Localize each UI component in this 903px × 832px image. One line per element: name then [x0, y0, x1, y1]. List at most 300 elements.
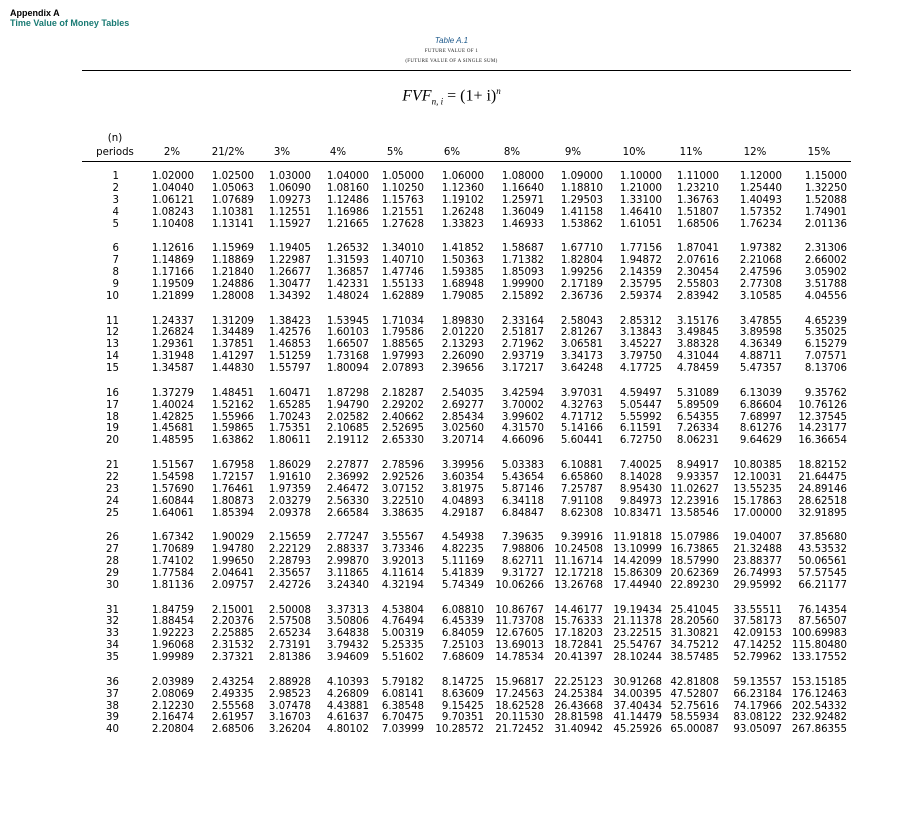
table-cell: 2.15659: [268, 532, 311, 544]
table-cell: 1.65285: [268, 399, 311, 411]
table-cell: 5.87146: [501, 483, 544, 495]
table-cell: 4.31044: [676, 351, 719, 363]
table-cell: 2.37321: [211, 652, 254, 664]
table-cell: 1.85093: [501, 267, 544, 279]
table-cell: 2.77247: [326, 532, 369, 544]
table-cell: 15.96817: [495, 676, 544, 688]
table-cell: 1.34010: [381, 243, 424, 255]
table-cell: 1.29361: [151, 339, 194, 351]
table-cell: 5.31089: [676, 387, 719, 399]
table-cell: 6.86604: [739, 399, 782, 411]
table-cell: 1.33823: [441, 218, 484, 230]
table-cell: 6.10881: [560, 460, 603, 471]
table-cell: 1.27628: [381, 218, 424, 230]
table-cell: 15.76333: [554, 616, 603, 628]
table-cell: 2.92526: [381, 471, 424, 483]
table-cell: 12: [106, 327, 119, 339]
table-cell: 30: [106, 579, 119, 591]
table-cell: 6.34118: [501, 495, 544, 507]
table-cell: 10.76126: [798, 399, 847, 411]
table-cell: 19.19434: [613, 604, 662, 616]
table-cell: 3.94609: [326, 652, 369, 664]
table-cell: 1.87041: [676, 243, 719, 255]
table-cell: 39: [106, 712, 119, 724]
table-cell: 1.13141: [211, 218, 254, 230]
table-cell: 19: [106, 423, 119, 435]
rate-column-5: [382, 171, 424, 736]
table-cell: 7.98806: [501, 544, 544, 556]
table-cell: 1.74102: [151, 556, 194, 568]
table-cell: 5.25335: [381, 640, 424, 652]
table-cell: 65.00087: [670, 724, 719, 736]
table-cell: 1.04000: [326, 171, 369, 182]
table-cell: 23: [106, 483, 119, 495]
table-cell: 12.17218: [554, 567, 603, 579]
table-cell: 14.46177: [554, 604, 603, 616]
table-cell: 1.48595: [151, 435, 194, 447]
table-cell: 1.96068: [151, 640, 194, 652]
table-cell: 1.97359: [268, 483, 311, 495]
table-cell: 52.79962: [733, 652, 782, 664]
table-cell: 1.94780: [211, 544, 254, 556]
table-cell: 1.08000: [501, 171, 544, 182]
table-cell: 1.17166: [151, 267, 194, 279]
table-cell: 1.94872: [619, 255, 662, 267]
table-cell: 1.77156: [619, 243, 662, 255]
rate-header: 9%: [564, 147, 582, 158]
table-cell: 10.24508: [554, 544, 603, 556]
table-cell: 1.12551: [268, 206, 311, 218]
table-cell: 4.61637: [326, 712, 369, 724]
table-cell: 9.15425: [441, 700, 484, 712]
table-cell: 1.15969: [211, 243, 254, 255]
rate-header: 15%: [807, 147, 831, 158]
rate-header: 5%: [386, 147, 404, 158]
top-rule: [82, 70, 851, 71]
table-cell: 37: [106, 688, 119, 700]
rate-column-1: [152, 171, 194, 736]
table-cell: 2.66584: [326, 507, 369, 519]
table-cell: 29.95992: [733, 579, 782, 591]
table-cell: 115.80480: [791, 640, 847, 652]
periods-head-n: (n): [107, 133, 123, 144]
table-cell: 1.23210: [676, 182, 719, 194]
table-cell: 3.88328: [676, 339, 719, 351]
table-cell: 32.91895: [798, 507, 847, 519]
table-cell: 7.91108: [560, 495, 603, 507]
table-cell: 1.76461: [211, 483, 254, 495]
table-cell: 9: [112, 278, 119, 290]
rate-column-8: [554, 171, 603, 736]
table-cell: 2: [112, 182, 119, 194]
table-cell: 1.28008: [211, 290, 254, 302]
table-cell: 14.42099: [613, 556, 662, 568]
table-cell: 26.43668: [554, 700, 603, 712]
table-cell: 9.39916: [560, 532, 603, 544]
table-cell: 4: [112, 206, 119, 218]
table-cell: 1.59385: [441, 267, 484, 279]
table-cell: 17.00000: [733, 507, 782, 519]
table-cell: 1.10381: [211, 206, 254, 218]
rate-header: 4%: [329, 147, 347, 158]
table-cell: 2.14359: [619, 267, 662, 279]
table-cell: 2.35657: [268, 567, 311, 579]
table-cell: 9.70351: [441, 712, 484, 724]
table-cell: 1.76234: [739, 218, 782, 230]
table-cell: 3.79750: [619, 351, 662, 363]
table-cell: 6.13039: [739, 387, 782, 399]
table-cell: 42.09153: [733, 628, 782, 640]
table-cell: 202.54332: [791, 700, 847, 712]
table-cell: 1.42331: [326, 278, 369, 290]
table-cell: 2.83942: [676, 290, 719, 302]
table-cell: 2.55568: [211, 700, 254, 712]
table-cell: 1.87298: [326, 387, 369, 399]
table-cell: 4.04556: [804, 290, 847, 302]
table-cell: 5.03383: [501, 460, 544, 471]
formula-rhs: = (1+ i): [443, 87, 497, 105]
table-cell: 1.91610: [268, 471, 311, 483]
table-cell: 2.33164: [501, 315, 544, 327]
table-cell: 57.57545: [798, 567, 847, 579]
table-cell: 8.14725: [441, 676, 484, 688]
periods-column: [106, 171, 119, 736]
table-cell: 2.09757: [211, 579, 254, 591]
table-cell: 1.12616: [151, 243, 194, 255]
table-cell: 1.16640: [501, 182, 544, 194]
table-cell: 8.62711: [501, 556, 544, 568]
table-cell: 1.15000: [804, 171, 847, 182]
table-cell: 6.15279: [804, 339, 847, 351]
table-cell: 1.52162: [211, 399, 254, 411]
table-cell: 1.36763: [676, 194, 719, 206]
table-cell: 5.41839: [441, 567, 484, 579]
table-cell: 1.58687: [501, 243, 544, 255]
table-cell: 2.59374: [619, 290, 662, 302]
table-cell: 23.22515: [613, 628, 662, 640]
table-cell: 3.06581: [560, 339, 603, 351]
table-cell: 2.85434: [441, 411, 484, 423]
table-cell: 1.62889: [381, 290, 424, 302]
table-cell: 5.05447: [619, 399, 662, 411]
table-cell: 3.55567: [381, 532, 424, 544]
table-cell: 1.05063: [211, 182, 254, 194]
table-cell: 4.76494: [381, 616, 424, 628]
table-cell: 47.14252: [733, 640, 782, 652]
table-cell: 10.80385: [733, 460, 782, 471]
table-cell: 4.32763: [560, 399, 603, 411]
table-cell: 28.10244: [613, 652, 662, 664]
table-cell: 1.21899: [151, 290, 194, 302]
table-cell: 1.21551: [381, 206, 424, 218]
table-cell: 8.61276: [739, 423, 782, 435]
table-cell: 47.52807: [670, 688, 719, 700]
table-cell: 1.31948: [151, 351, 194, 363]
table-cell: 8.13706: [804, 363, 847, 375]
table-cell: 6.08141: [381, 688, 424, 700]
rate-column-11: [733, 171, 782, 736]
table-cell: 1.88565: [381, 339, 424, 351]
table-cell: 24.25384: [554, 688, 603, 700]
table-cell: 15.17863: [733, 495, 782, 507]
table-cell: 2.31306: [804, 243, 847, 255]
table-cell: 11.16714: [554, 556, 603, 568]
table-cell: 1.74901: [804, 206, 847, 218]
table-cell: 93.05097: [733, 724, 782, 736]
table-cell: 7.40025: [619, 460, 662, 471]
table-cell: 13: [106, 339, 119, 351]
rate-header: 6%: [443, 147, 461, 158]
table-cell: 43.53532: [798, 544, 847, 556]
table-cell: 2.93719: [501, 351, 544, 363]
rate-header: 21/2%: [211, 147, 245, 158]
table-cell: 2.61957: [211, 712, 254, 724]
table-cell: 3.34173: [560, 351, 603, 363]
table-cell: 2.52695: [381, 423, 424, 435]
table-cell: 31: [106, 604, 119, 616]
table-cell: 1.59865: [211, 423, 254, 435]
table-cell: 6: [112, 243, 119, 255]
table-caption-sub: (FUTURE VALUE OF A SINGLE SUM): [405, 59, 498, 64]
table-cell: 5.47357: [739, 363, 782, 375]
table-cell: 1.67342: [151, 532, 194, 544]
table-cell: 3.49845: [676, 327, 719, 339]
table-cell: 1.40710: [381, 255, 424, 267]
table-cell: 2.58043: [560, 315, 603, 327]
table-cell: 1.06000: [441, 171, 484, 182]
table-cell: 9.93357: [676, 471, 719, 483]
table-cell: 66.21177: [798, 579, 847, 591]
table-cell: 8.06231: [676, 435, 719, 447]
table-cell: 37.85680: [798, 532, 847, 544]
table-cell: 1.16986: [326, 206, 369, 218]
table-cell: 2.77308: [739, 278, 782, 290]
table-cell: 22.89230: [670, 579, 719, 591]
table-cell: 4.29187: [441, 507, 484, 519]
table-cell: 3.07152: [381, 483, 424, 495]
table-cell: 1.40024: [151, 399, 194, 411]
table-cell: 2.88337: [326, 544, 369, 556]
table-cell: 5.74349: [441, 579, 484, 591]
table-cell: 20: [106, 435, 119, 447]
table-cell: 15.07986: [670, 532, 719, 544]
table-cell: 11: [106, 315, 119, 327]
table-cell: 22: [106, 471, 119, 483]
table-cell: 2.07893: [381, 363, 424, 375]
table-cell: 26.74993: [733, 567, 782, 579]
table-cell: 4.71712: [560, 411, 603, 423]
table-cell: 8.62308: [560, 507, 603, 519]
table-cell: 10.86767: [495, 604, 544, 616]
table-cell: 1.80611: [268, 435, 311, 447]
table-cell: 2.36736: [560, 290, 603, 302]
table-cell: 2.68506: [211, 724, 254, 736]
table-cell: 2.22129: [268, 544, 311, 556]
table-cell: 10: [106, 290, 119, 302]
table-cell: 3.50806: [326, 616, 369, 628]
table-cell: 2.85312: [619, 315, 662, 327]
table-cell: 232.92482: [791, 712, 847, 724]
table-cell: 1.34392: [268, 290, 311, 302]
table-cell: 1.07689: [211, 194, 254, 206]
table-cell: 4.59497: [619, 387, 662, 399]
table-cell: 1.86029: [268, 460, 311, 471]
table-cell: 2.15892: [501, 290, 544, 302]
table-cell: 2.99870: [326, 556, 369, 568]
table-cell: 19.04007: [733, 532, 782, 544]
table-cell: 5: [112, 218, 119, 230]
table-cell: 2.88928: [268, 676, 311, 688]
table-cell: 3.45227: [619, 339, 662, 351]
table-cell: 100.69983: [791, 628, 847, 640]
table-cell: 1.61051: [619, 218, 662, 230]
table-cell: 2.10685: [326, 423, 369, 435]
table-cell: 41.14479: [613, 712, 662, 724]
table-cell: 1.29503: [560, 194, 603, 206]
rate-column-9: [613, 171, 662, 736]
table-cell: 1.57690: [151, 483, 194, 495]
table-cell: 3.42594: [501, 387, 544, 399]
table-cell: 20.11530: [495, 712, 544, 724]
table-cell: 3.11865: [326, 567, 369, 579]
table-cell: 2.28793: [268, 556, 311, 568]
table-cell: 1.42825: [151, 411, 194, 423]
table-cell: 4.53804: [381, 604, 424, 616]
rate-header: 10%: [622, 147, 646, 158]
table-cell: 1.40493: [739, 194, 782, 206]
table-cell: 12.10031: [733, 471, 782, 483]
table-cell: 13.69013: [495, 640, 544, 652]
table-cell: 1.60103: [326, 327, 369, 339]
table-cell: 8.95430: [619, 483, 662, 495]
table-cell: 1.19509: [151, 278, 194, 290]
table-cell: 24: [106, 495, 119, 507]
table-label: Table A.1: [434, 36, 469, 45]
table-cell: 1.10000: [619, 171, 662, 182]
table-cell: 4.10393: [326, 676, 369, 688]
table-cell: 34.75212: [670, 640, 719, 652]
table-cell: 2.46472: [326, 483, 369, 495]
table-cell: 59.13557: [733, 676, 782, 688]
table-cell: 4.26809: [326, 688, 369, 700]
table-cell: 2.20376: [211, 616, 254, 628]
table-cell: 1.10250: [381, 182, 424, 194]
table-cell: 3.39956: [441, 460, 484, 471]
table-cell: 52.75616: [670, 700, 719, 712]
table-cell: 1.15927: [268, 218, 311, 230]
table-cell: 7.25103: [441, 640, 484, 652]
appendix-subtitle: Time Value of Money Tables: [10, 18, 130, 28]
table-cell: 10.28572: [435, 724, 484, 736]
table-cell: 16: [106, 387, 119, 399]
table-cell: 37.40434: [613, 700, 662, 712]
table-cell: 3.17217: [501, 363, 544, 375]
table-cell: 1.42576: [268, 327, 311, 339]
table-cell: 3.64838: [326, 628, 369, 640]
table-cell: 6.11591: [619, 423, 662, 435]
table-cell: 3.89598: [739, 327, 782, 339]
table-cell: 2.19112: [326, 435, 369, 447]
table-cell: 2.50008: [268, 604, 311, 616]
table-cell: 1.88454: [151, 616, 194, 628]
table-cell: 1.99256: [560, 267, 603, 279]
table-cell: 2.17189: [560, 278, 603, 290]
rate-column-7: [495, 171, 544, 736]
table-cell: 2.15001: [211, 604, 254, 616]
table-cell: 11.73708: [495, 616, 544, 628]
table-cell: 24.89146: [798, 483, 847, 495]
table-cell: 3.05902: [804, 267, 847, 279]
table-cell: 1.15763: [381, 194, 424, 206]
table-cell: 1.47746: [381, 267, 424, 279]
table-cell: 1.18869: [211, 255, 254, 267]
table-cell: 40: [106, 724, 119, 736]
table-cell: 2.51817: [501, 327, 544, 339]
table-cell: 2.03279: [268, 495, 311, 507]
table-cell: 32: [106, 616, 119, 628]
table-cell: 1.18810: [560, 182, 603, 194]
table-cell: 1.46410: [619, 206, 662, 218]
table-cell: 5.35025: [804, 327, 847, 339]
table-cell: 4.88711: [739, 351, 782, 363]
table-cell: 21.72452: [495, 724, 544, 736]
table-cell: 38.57485: [670, 652, 719, 664]
table-cell: 1.11000: [676, 171, 719, 182]
table-cell: 1.41852: [441, 243, 484, 255]
table-cell: 28.20560: [670, 616, 719, 628]
table-cell: 3.16703: [268, 712, 311, 724]
table-cell: 1.09000: [560, 171, 603, 182]
table-cell: 3.37313: [326, 604, 369, 616]
table-cell: 2.07616: [676, 255, 719, 267]
table-cell: 1.51807: [676, 206, 719, 218]
table-cell: 34.00395: [613, 688, 662, 700]
table-cell: 7: [112, 255, 119, 267]
table-cell: 15: [106, 363, 119, 375]
table-cell: 1.71034: [381, 315, 424, 327]
table-cell: 1.30477: [268, 278, 311, 290]
table-cell: 1.79586: [381, 327, 424, 339]
table-cell: 1.66507: [326, 339, 369, 351]
table-cell: 12.23916: [670, 495, 719, 507]
table-cell: 1.57352: [739, 206, 782, 218]
table-cell: 76.14354: [798, 604, 847, 616]
table-cell: 1.41158: [560, 206, 603, 218]
table-cell: 5.43654: [501, 471, 544, 483]
table-cell: 3.07478: [268, 700, 311, 712]
table-cell: 1.06090: [268, 182, 311, 194]
table-cell: 3.70002: [501, 399, 544, 411]
table-cell: 1.67958: [211, 460, 254, 471]
table-cell: 16.73865: [670, 544, 719, 556]
table-cell: 1.02500: [211, 171, 254, 182]
table-cell: 1.26532: [326, 243, 369, 255]
table-cell: 1.80094: [326, 363, 369, 375]
table-cell: 14: [106, 351, 119, 363]
table-cell: 1.84759: [151, 604, 194, 616]
table-cell: 4.65239: [804, 315, 847, 327]
table-cell: 1.08160: [326, 182, 369, 194]
table-cell: 14.78534: [495, 652, 544, 664]
table-caption: FUTURE VALUE OF 1: [424, 49, 479, 54]
table-cell: 5.11169: [441, 556, 484, 568]
table-cell: 21: [106, 460, 119, 471]
table-cell: 4.54938: [441, 532, 484, 544]
table-cell: 3.60354: [441, 471, 484, 483]
table-cell: 1.32250: [804, 182, 847, 194]
table-cell: 7.25787: [560, 483, 603, 495]
table-cell: 6.08810: [441, 604, 484, 616]
